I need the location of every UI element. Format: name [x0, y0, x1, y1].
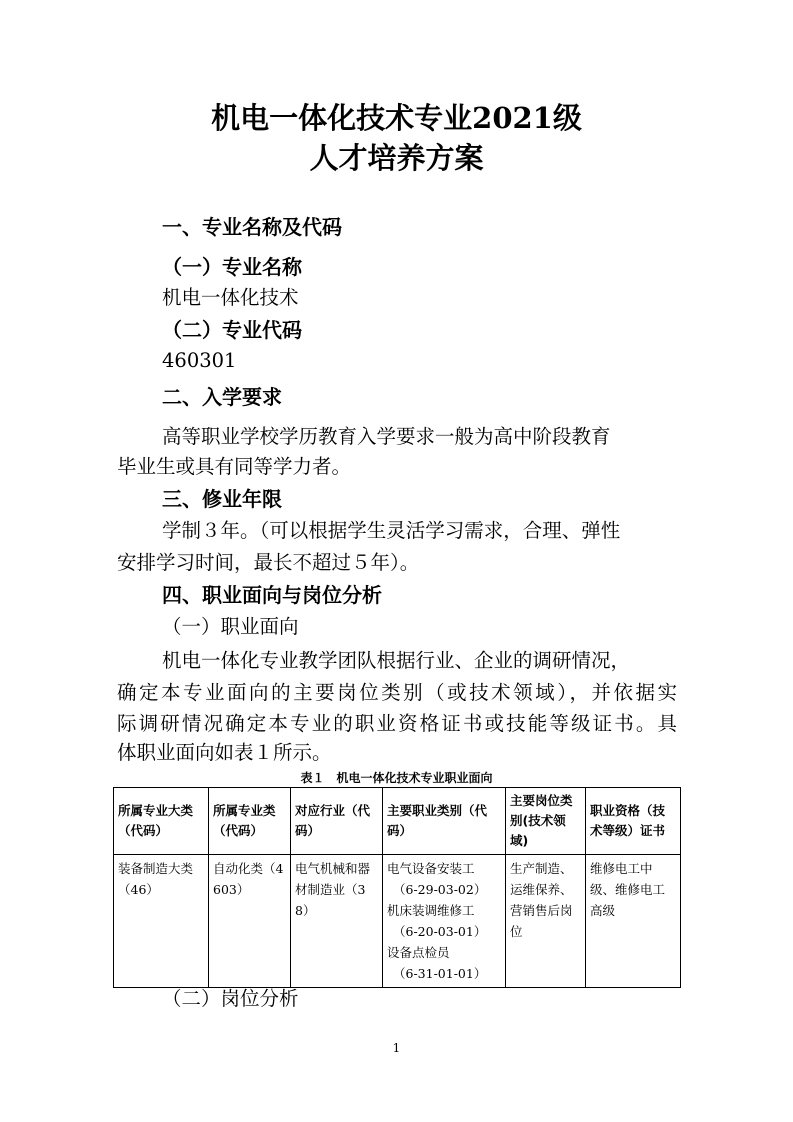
duration-line2: 安排学习时间，最长不超过５年）。 — [117, 551, 420, 574]
major-code-value: 460301 — [162, 349, 237, 372]
occupation-name: 电气设备安装工 — [387, 861, 475, 876]
orientation-para-line3: 际调研情况确定本专业的职业资格证书或技能等级证书。具 — [117, 712, 677, 735]
major-name-heading: （一）专业名称 — [162, 255, 302, 279]
admission-line2: 毕业生或具有同等学力者。 — [117, 455, 352, 478]
section1-heading: 一、专业名称及代码 — [162, 215, 342, 239]
position-analysis-heading: （二）岗位分析 — [162, 987, 299, 1010]
occupation-code: （6-29-03-02） — [393, 882, 487, 897]
section3-heading: 三、修业年限 — [162, 487, 282, 511]
occupation-code: （6-20-03-01） — [393, 924, 487, 939]
table-header-cell: 职业资格（技术等级）证书 — [586, 788, 681, 855]
occupation-name: 设备点检员 — [387, 945, 450, 960]
table-caption: 表１ 机电一体化技术专业职业面向 — [300, 771, 493, 785]
table-header-cell: 主要职业类别（代码） — [383, 788, 506, 855]
table-row — [114, 855, 681, 988]
document-title-line2: 人才培养方案 — [309, 141, 484, 175]
table-header-row — [114, 788, 681, 855]
major-code-heading: （二）专业代码 — [162, 318, 302, 342]
table-cell-occupations — [383, 855, 506, 988]
table-header-cell: 所属专业大类（代码） — [114, 788, 209, 855]
duration-line1: 学制３年。（可以根据学生灵活学习需求，合理、弹性 — [162, 519, 621, 542]
admission-line1: 高等职业学校学历教育入学要求一般为高中阶段教育 — [162, 425, 611, 448]
occupation-code: （6-31-01-01） — [393, 966, 487, 981]
table-cell-major-class: 自动化类（4603） — [209, 855, 291, 988]
orientation-para-line1: 机电一体化专业教学团队根据行业、企业的调研情况， — [162, 649, 631, 672]
document-title-line1: 机电一体化技术专业2021级 — [211, 101, 582, 135]
occupation-name: 机床装调维修工 — [387, 903, 475, 918]
table-header-cell: 对应行业（代码） — [291, 788, 383, 855]
table-cell-industry: 电气机械和器材制造业（38） — [291, 855, 383, 988]
career-orientation-table — [113, 787, 681, 988]
major-name-value: 机电一体化技术 — [162, 286, 299, 309]
table-header-cell: 所属专业类（代码） — [209, 788, 291, 855]
section4-heading: 四、职业面向与岗位分析 — [162, 583, 382, 607]
orientation-para-line2: 确定本专业面向的主要岗位类别（或技术领域），并依据实 — [117, 681, 677, 704]
career-orientation-heading: （一）职业面向 — [162, 615, 299, 638]
table-header-cell: 主要岗位类别(技术领域) — [506, 788, 586, 855]
table-cell-major-category: 装备制造大类（46） — [114, 855, 209, 988]
page-number: 1 — [392, 1041, 401, 1055]
table-cell-certificates: 维修电工中级、维修电工高级 — [586, 855, 681, 988]
table-cell-positions: 生产制造、运维保养、营销售后岗位 — [506, 855, 586, 988]
orientation-para-line4: 体职业面向如表１所示。 — [117, 741, 332, 764]
section2-heading: 二、入学要求 — [162, 385, 282, 409]
